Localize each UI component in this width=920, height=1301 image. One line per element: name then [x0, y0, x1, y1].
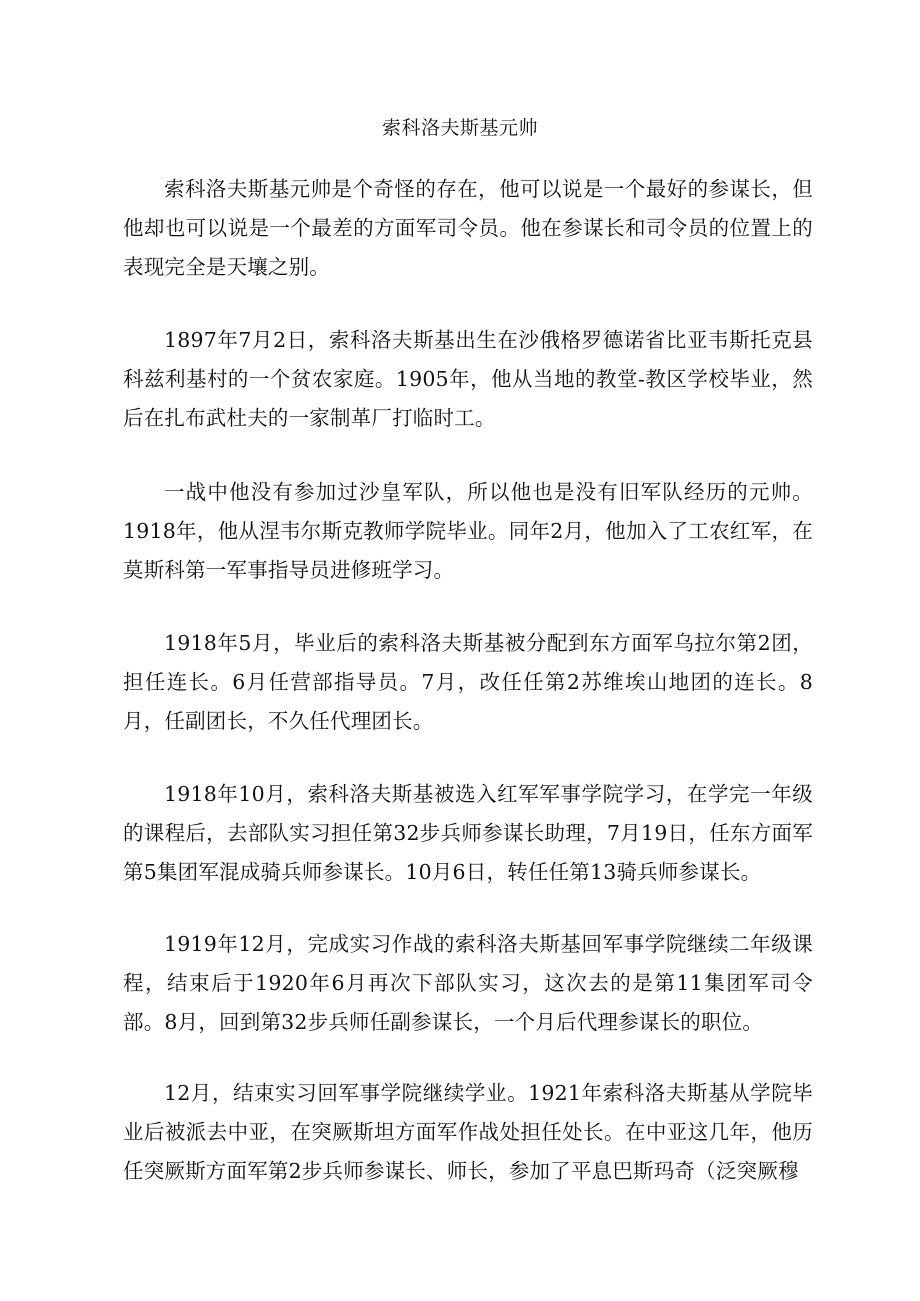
paragraph-1: 索科洛夫斯基元帅是个奇怪的存在，他可以说是一个最好的参谋长，但他却也可以说是一个最差的方面军司令员。他在参谋长和司令员的位置上的表现完全是天壤之别。 [123, 177, 813, 279]
paragraph-5: 1918年10月，索科洛夫斯基被选入红军军事学院学习，在学完一年级的课程后，去部队实习担任第32步兵师参谋长助理，7月19日，任东方面军第5集团军混成骑兵师参谋长。10月6日，转任任第13骑兵师参谋长。 [123, 782, 813, 884]
paragraph-6: 1919年12月，完成实习作战的索科洛夫斯基回军事学院继续二年级课程，结束后于1920年6月再次下部队实习，这次去的是第11集团军司令部。8月，回到第32步兵师任副参谋长，一个月后代理参谋长的职位。 [123, 932, 813, 1034]
document-title: 索科洛夫斯基元帅 [381, 117, 538, 139]
paragraph-7: 12月，结束实习回军事学院继续学业。1921年索科洛夫斯基从学院毕业后被派去中亚，在突厥斯坦方面军作战处担任处长。在中亚这几年，他历任突厥斯方面军第2步兵师参谋长、师长，参加了平息巴斯玛奇（泛突厥穆 [123, 1081, 813, 1183]
paragraph-2: 1897年7月2日，索科洛夫斯基出生在沙俄格罗德诺省比亚韦斯托克县科兹利基村的一个贫农家庭。1905年，他从当地的教堂-教区学校毕业，然后在扎布武杜夫的一家制革厂打临时工。 [123, 328, 813, 430]
paragraph-3: 一战中他没有参加过沙皇军队，所以他也是没有旧军队经历的元帅。1918年，他从涅韦尔斯克教师学院毕业。同年2月，他加入了工农红军，在莫斯科第一军事指导员进修班学习。 [123, 480, 813, 582]
paragraph-4: 1918年5月，毕业后的索科洛夫斯基被分配到东方面军乌拉尔第2团，担任连长。6月任营部指导员。7月，改任任第2苏维埃山地团的连长。8月，任副团长，不久任代理团长。 [123, 631, 813, 733]
